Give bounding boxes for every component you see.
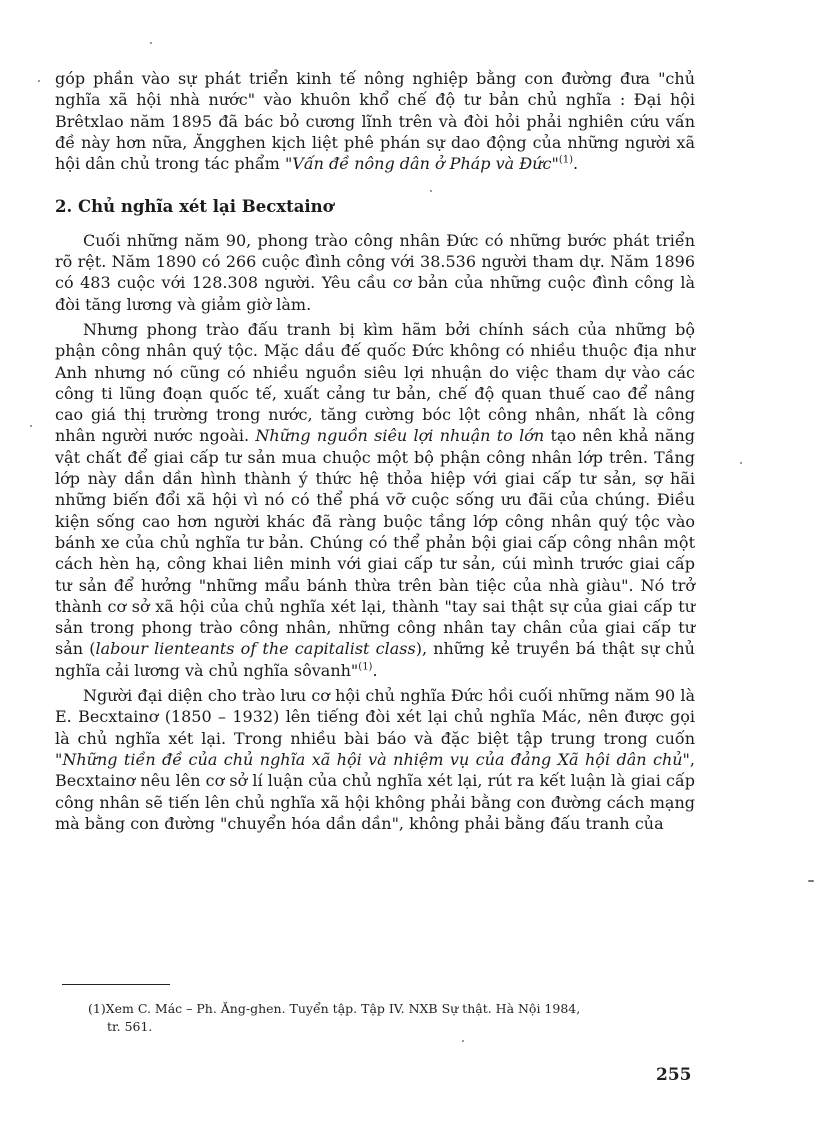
footnote-marker: (1) xyxy=(88,1001,106,1016)
sentence-end: . xyxy=(573,154,579,174)
paragraph-strikes: Cuối những năm 90, phong trào công nhân Đức có những bước phát triển rõ rệt. Năm 1890 có 266 cuộc đình công với 38.536 người tham dự. Năm 1896 có 483 cuộc với 128.308 người. Yêu cầu cơ bản của những cuộc đình công là đòi tăng lương và giảm giờ làm. xyxy=(55,230,695,314)
scan-speck xyxy=(30,425,32,427)
paragraph-labour-aristocracy xyxy=(55,319,695,681)
footnote-line-2: tr. 561. xyxy=(107,1019,153,1034)
footnote-ref: (1) xyxy=(358,661,373,673)
scan-speck xyxy=(38,80,40,82)
paragraph-text: tạo nên khả năng vật chất để giai cấp tư sản mua chuộc một bộ phận công nhân lớp trên. Tầng lớp này dần dần hình thành ý thức hệ thỏa hiệp với giai cấp tư sản, sợ hãi những biến đổi xã hội vì nó có thể phá vỡ cuộc sống ưu đãi của chúng. Điều kiện sống cao hơn người khác đã ràng buộc tầng lớp công nhân quý tộc vào bánh xe của chủ nghĩa tư bản. Chúng có thể phản bội giai cấp công nhân một cách hèn hạ, công khai liên minh với giai cấp tư sản, cúi mình trước giai cấp tư sản để hưởng "những mẩu bánh thừa trên bàn tiệc của nhà giàu". Nó trở thành cơ sở xã hội của chủ nghĩa xét lại, thành "tay sai thật sự của giai cấp tư sản trong phong trào công nhân, những công nhân tay chân của giai cấp tư sản ( xyxy=(55,426,696,659)
paragraph-text: góp phần vào sự phát triển kinh tế nông nghiệp bằng con đường đưa "chủ nghĩa xã hội nhà nước" vào khuôn khổ chế độ tư bản chủ nghĩa : Đại hội Brêtxlao năm 1895 đã bác bỏ cương lĩnh trên và đòi hỏi phải nghiên cứu vấn đề này hơn nữa, Ăngghen kịch liệt phê phán sự dao động của những người xã hội dân chủ trong tác phẩm xyxy=(55,69,695,174)
scan-speck xyxy=(740,462,742,464)
scan-speck xyxy=(462,1040,464,1042)
paragraph-text: Nhưng phong trào đấu tranh bị kìm hãm bởi chính sách của những bộ phận công nhân quý tộc. Mặc dầu đế quốc Đức không có nhiều thuộc địa như Anh nhưng nó cũng có nhiều nguồn siêu lợi nhuận do việc tham dự vào các công ti lũng đoạn quốc tế, xuất cảng tư bản, chế độ quan thuế cao để nâng cao giá thị trường trong nước, tăng cường bóc lột công nhân, nhất là công nhân người nước ngoài. xyxy=(55,319,695,446)
paragraph-text: Người đại diện cho trào lưu cơ hội chủ nghĩa Đức hồi cuối những năm 90 là E. Becxtainơ (1850 – 1932) lên tiếng đòi xét lại chủ nghĩa Mác, nên được gọi là chủ nghĩa xét lại. Trong nhiều bài báo và đặc biệt tập trung trong cuốn xyxy=(55,686,695,748)
section-heading: 2. Chủ nghĩa xét lại Becxtainơ xyxy=(55,197,334,217)
body-text xyxy=(55,68,695,834)
paragraph-text: , Becxtainơ nêu lên cơ sở lí luận của chủ nghĩa xét lại, rút ra kết luận là giai cấp công nhân sẽ tiến lên chủ nghĩa xã hội không phải bằng con đường cách mạng mà bằng con đường "chuyển hóa dần dần", không phải bằng đấu tranh của xyxy=(55,749,695,833)
footnote xyxy=(88,1000,688,1036)
footnote-divider xyxy=(62,984,170,985)
paragraph-continued xyxy=(55,68,695,174)
sentence-end: . xyxy=(372,660,378,680)
quote-italic: labour lienteants of the capitalist class xyxy=(95,639,416,659)
book-title-italic: "Những tiền đề của chủ nghĩa xã hội và nhiệm vụ của đảng Xã hội dân chủ" xyxy=(55,749,690,769)
page-number: 255 xyxy=(656,1065,692,1085)
scan-speck xyxy=(430,190,432,192)
book-title-italic: "Vấn đề nông dân ở Pháp và Đức" xyxy=(284,154,559,174)
scan-speck xyxy=(808,880,814,882)
paragraph-text: ), những kẻ truyền bá thật sự chủ nghĩa cải lương và chủ nghĩa sôvanh" xyxy=(55,639,695,680)
footnote-ref: (1) xyxy=(558,154,573,166)
paragraph-bernstein xyxy=(55,685,695,834)
scan-speck xyxy=(150,42,152,44)
emphasis-italic: Những nguồn siêu lợi nhuận to lớn xyxy=(255,426,545,446)
footnote-line-1: Xem C. Mác – Ph. Ăng-ghen. Tuyển tập. Tập IV. NXB Sự thật. Hà Nội 1984, xyxy=(105,1001,581,1016)
